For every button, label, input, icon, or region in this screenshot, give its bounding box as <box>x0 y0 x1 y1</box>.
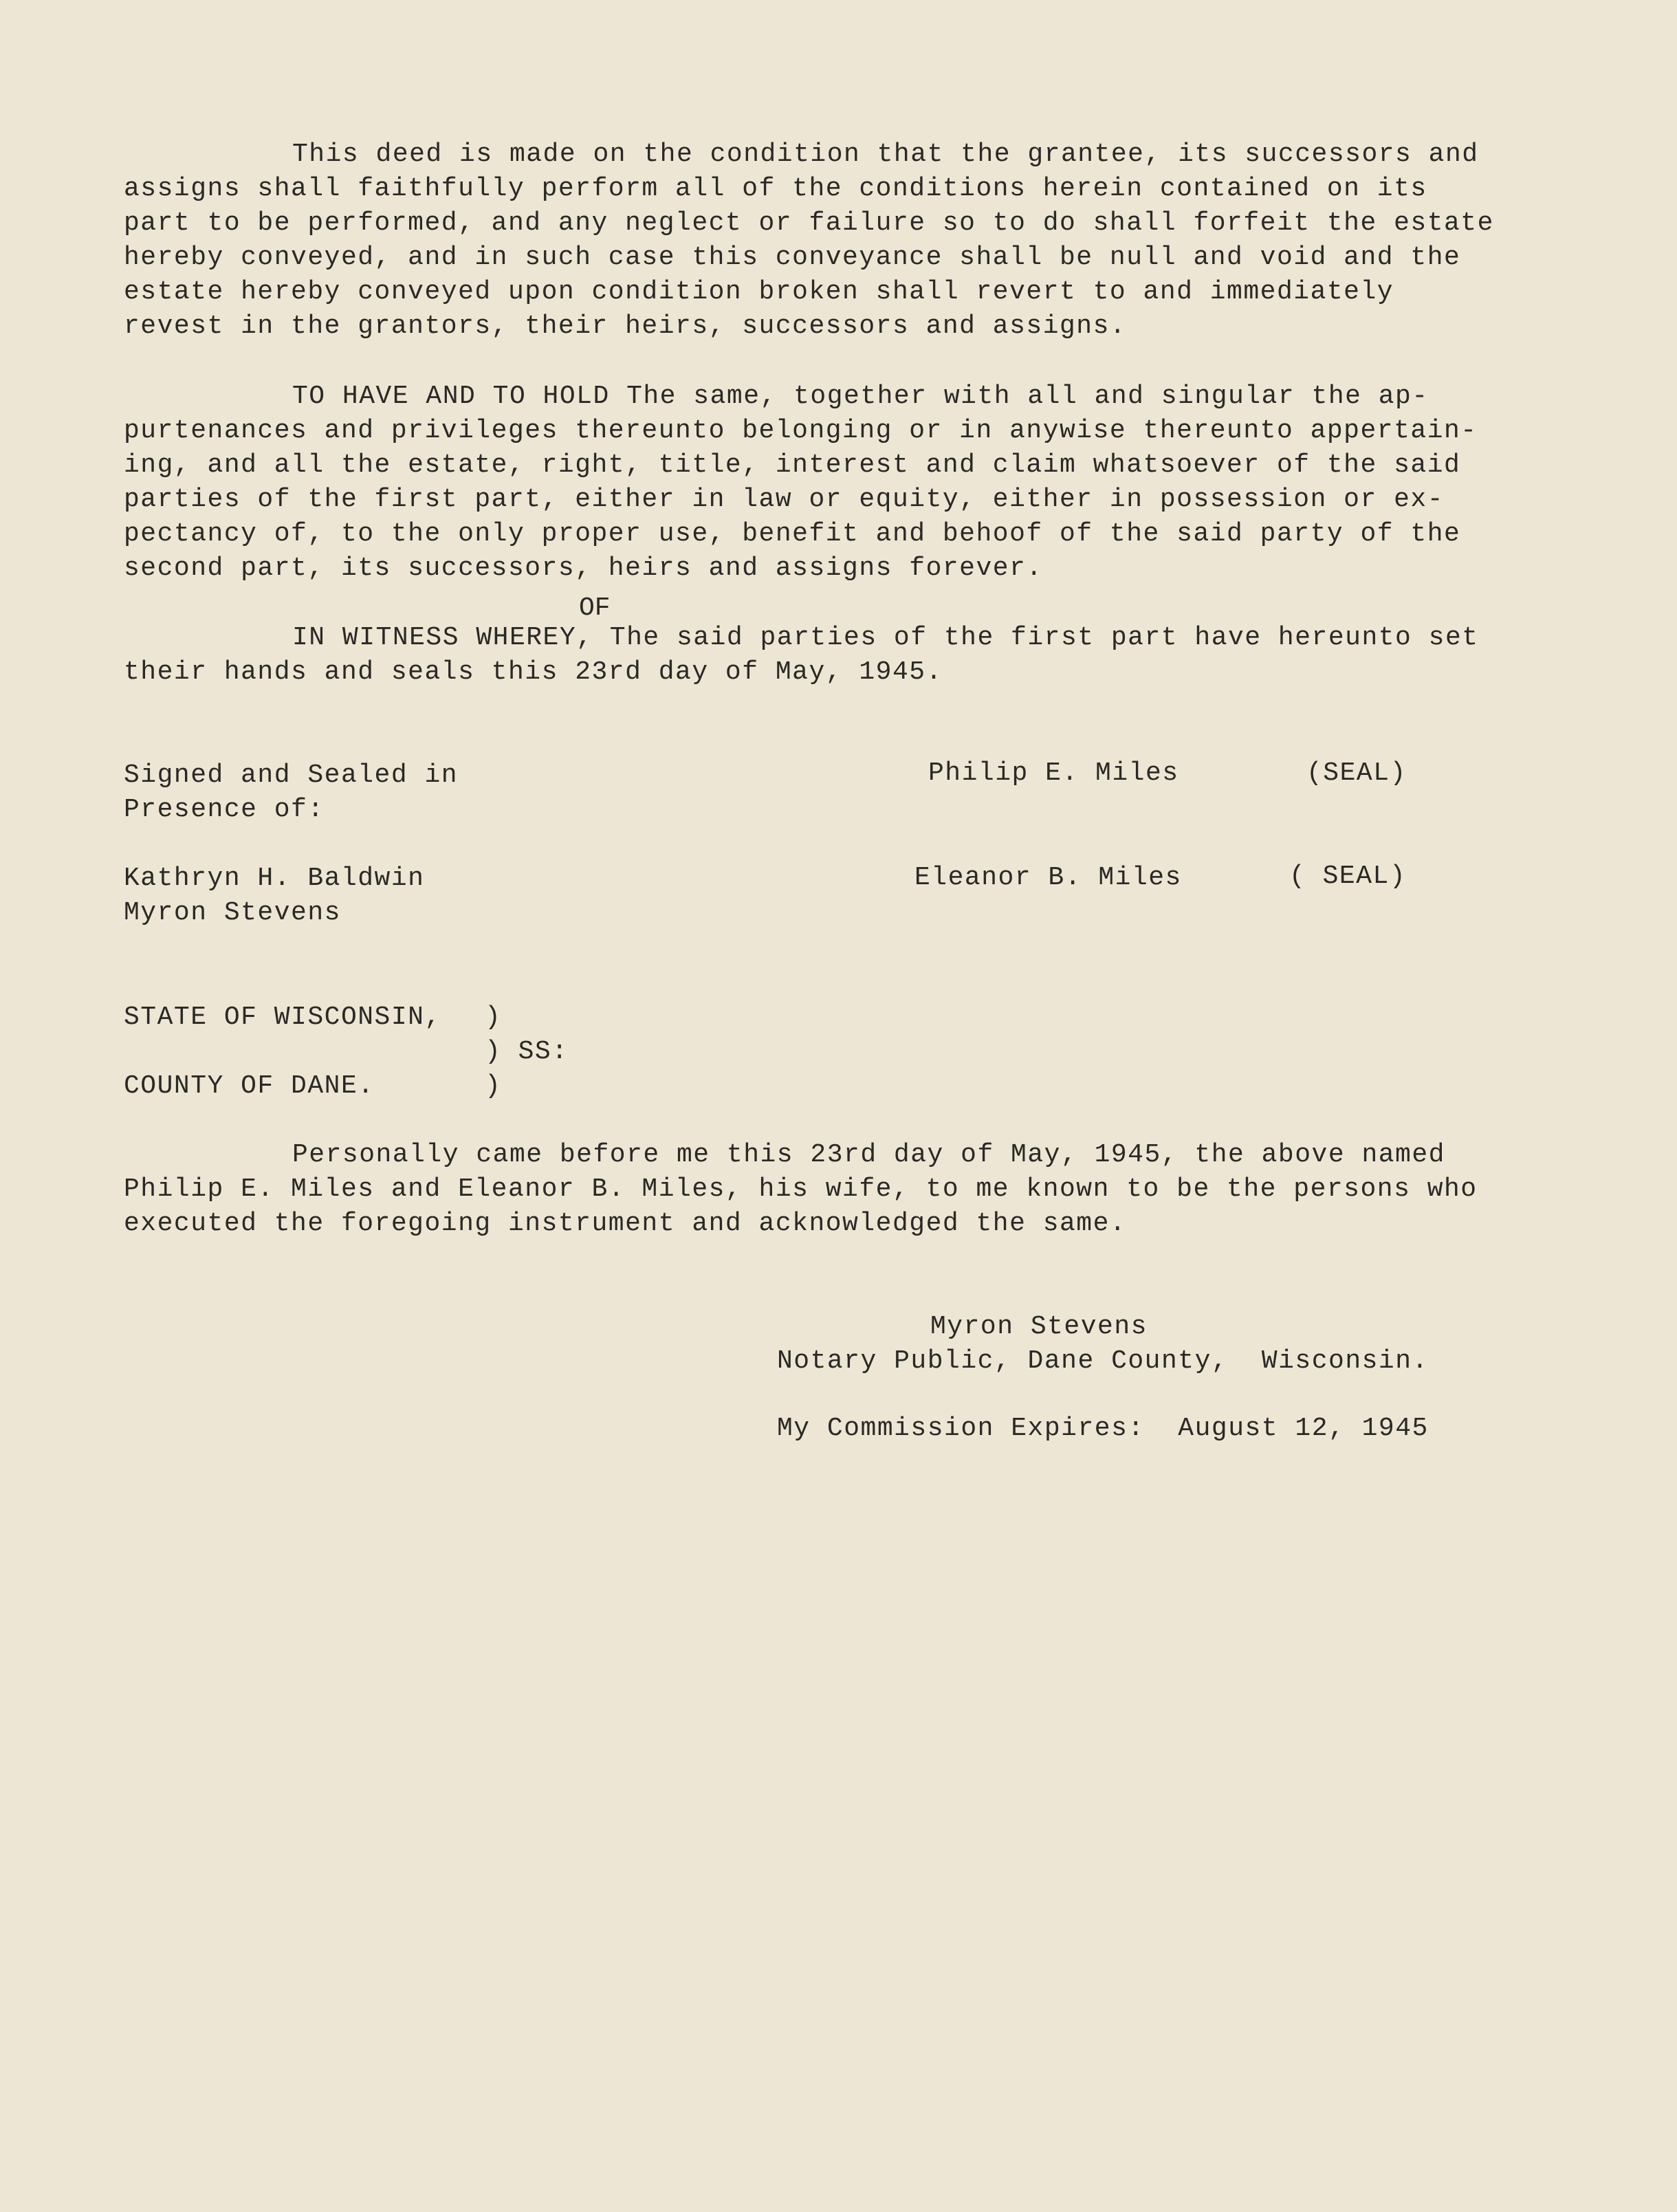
condition-line-2: assigns shall faithfully perform all of the conditions herein contained on its <box>124 174 1427 204</box>
ack-line-2: Philip E. Miles and Eleanor B. Miles, his wife, to me known to be the persons who <box>124 1174 1478 1204</box>
habendum-line-5: pectancy of, to the only proper use, benefit and behoof of the said party of the <box>124 519 1461 549</box>
grantor-seal-1: (SEAL) <box>1306 758 1407 788</box>
condition-line-5: estate hereby conveyed upon condition broken shall revert to and immediately <box>124 277 1394 307</box>
habendum-line-6: second part, its successors, heirs and assigns forever. <box>124 554 1043 583</box>
notary-title: Notary Public, Dane County, Wisconsin. <box>777 1346 1429 1376</box>
venue-ss: ) SS: <box>485 1037 569 1066</box>
venue-paren-1: ) <box>485 1003 502 1032</box>
witness-line-2: their hands and seals this 23rd day of May, 1945. <box>124 657 943 687</box>
witness-label-line-1: Signed and Sealed in <box>124 760 459 790</box>
ack-line-3: executed the foregoing instrument and acknowledged the same. <box>124 1209 1127 1238</box>
ack-line-1: Personally came before me this 23rd day of May, 1945, the above named <box>292 1140 1445 1170</box>
condition-line-1: This deed is made on the condition that the grantee, its successors and <box>292 140 1479 169</box>
witness-label-line-2: Presence of: <box>124 795 325 824</box>
grantor-name-2: Eleanor B. Miles <box>914 863 1182 893</box>
witness-name-1: Kathryn H. Baldwin <box>124 864 425 893</box>
grantor-seal-2: ( SEAL) <box>1289 862 1407 891</box>
habendum-line-4: parties of the first part, either in law or equity, either in possession or ex- <box>124 485 1444 514</box>
venue-county: COUNTY OF DANE. <box>124 1071 375 1101</box>
notary-commission: My Commission Expires: August 12, 1945 <box>777 1414 1429 1443</box>
condition-line-3: part to be performed, and any neglect or failure so to do shall forfeit the estate <box>124 208 1494 238</box>
venue-state: STATE OF WISCONSIN, <box>124 1003 441 1032</box>
condition-line-6: revest in the grantors, their heirs, successors and assigns. <box>124 311 1127 341</box>
habendum-line-3: ing, and all the estate, right, title, interest and claim whatsoever of the said <box>124 450 1461 480</box>
witness-insertion: OF <box>579 593 611 623</box>
habendum-line-2: purtenances and privileges thereunto belonging or in anywise thereunto appertain- <box>124 416 1478 446</box>
grantor-name-1: Philip E. Miles <box>928 758 1179 788</box>
venue-paren-3: ) <box>485 1071 502 1101</box>
witness-name-2: Myron Stevens <box>124 898 341 928</box>
notary-name: Myron Stevens <box>930 1312 1148 1342</box>
habendum-line-1: TO HAVE AND TO HOLD The same, together with all and singular the ap- <box>292 382 1429 411</box>
witness-line-1: IN WITNESS WHEREY, The said parties of the first part have hereunto set <box>292 623 1479 653</box>
condition-line-4: hereby conveyed, and in such case this conveyance shall be null and void and the <box>124 243 1461 272</box>
